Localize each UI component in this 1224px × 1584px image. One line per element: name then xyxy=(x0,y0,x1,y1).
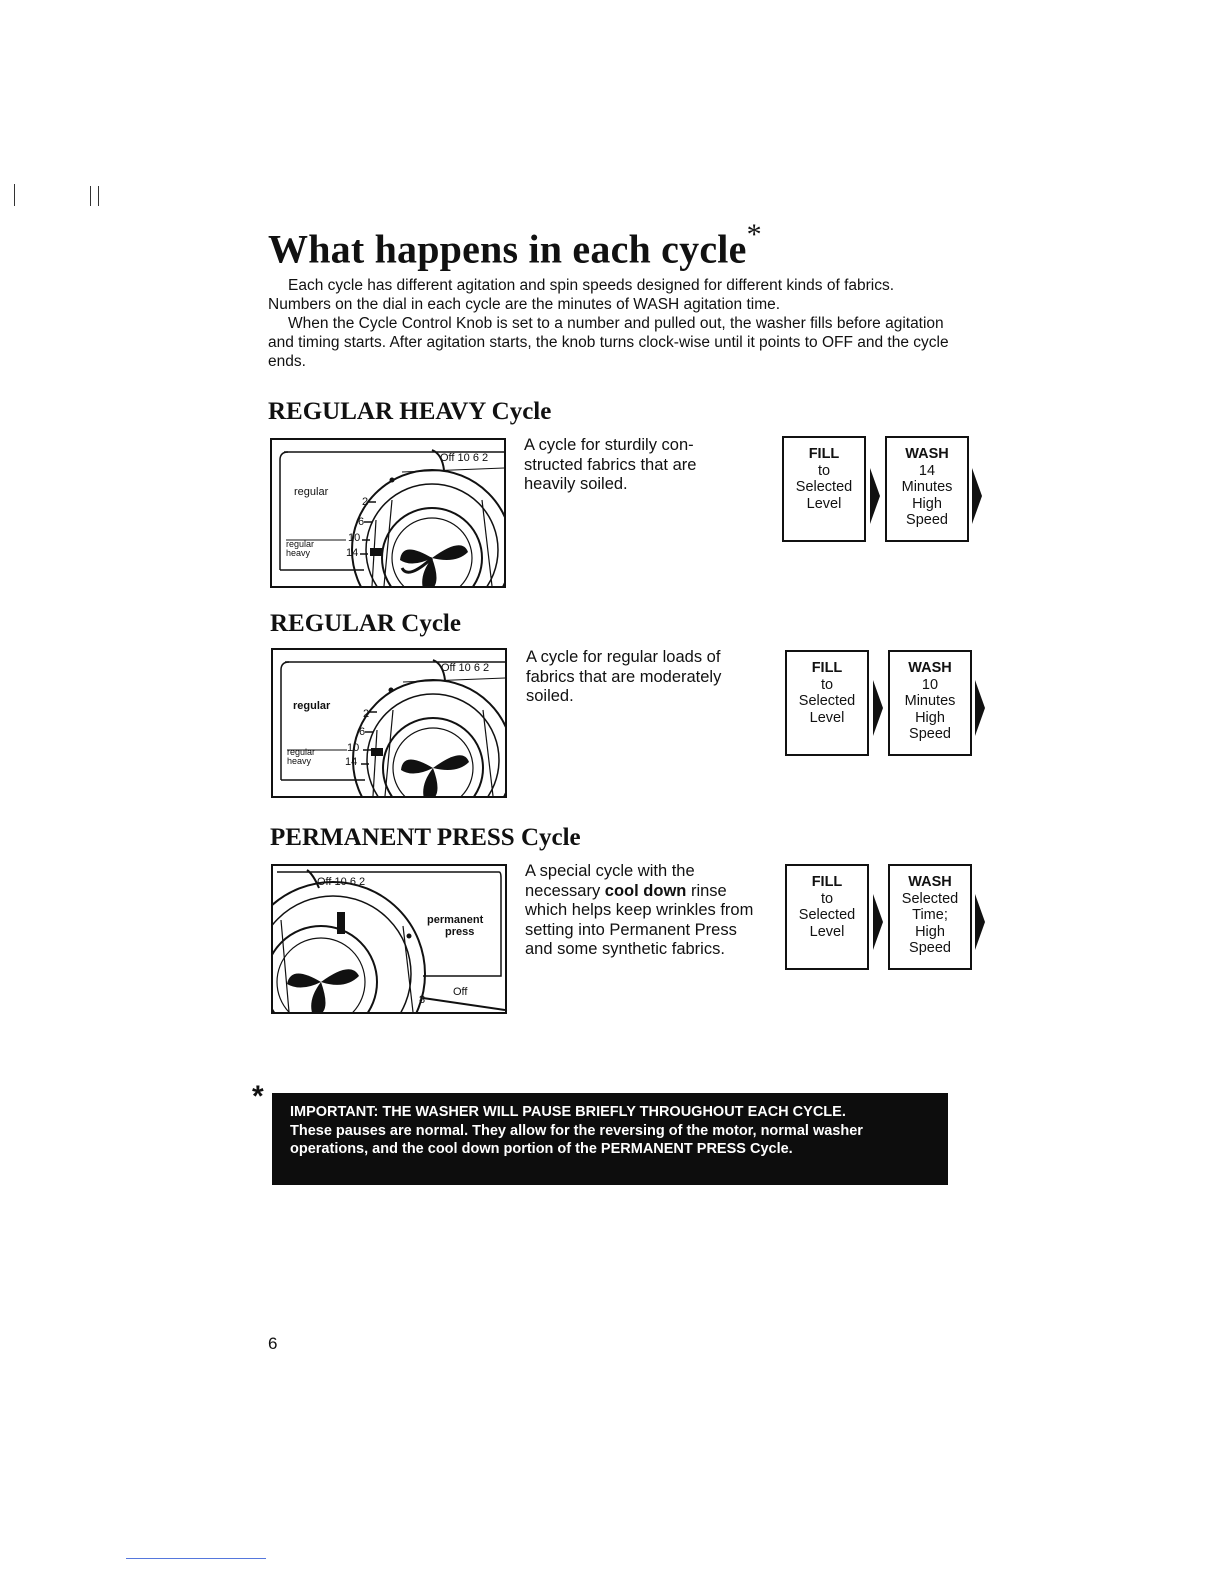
wash-box: WASH 10 Minutes High Speed xyxy=(888,650,972,756)
notice-body: These pauses are normal. They allow for the reversing of the motor, normal washer operations, and the cool down portion of the PERMANENT PRESS Cycle. xyxy=(290,1122,863,1157)
wash-box: WASH 14 Minutes High Speed xyxy=(885,436,969,542)
scan-edge-mark xyxy=(98,186,99,206)
fill-box: FILL to Selected Level xyxy=(785,650,869,756)
cycle-flow-regular xyxy=(785,650,985,760)
intro-paragraph-2: When the Cycle Control Knob is set to a number and pulled out, the washer fills before agitation and timing starts. After agitation starts, the knob turns clock-wise until it points to OFF and the cycle ends. xyxy=(268,315,949,370)
dial-top-numbers: Off 10 6 2 xyxy=(441,662,490,674)
flow-arrow-icon xyxy=(974,892,986,952)
flow-arrow-icon xyxy=(872,678,884,738)
flow-arrow-icon xyxy=(869,466,881,526)
dial-scale-2: 2 xyxy=(363,708,370,720)
dial-top-numbers: Off 10 6 2 xyxy=(317,876,366,888)
section-title-permanent-press: PERMANENT PRESS Cycle xyxy=(270,824,581,851)
section-title-regular: REGULAR Cycle xyxy=(270,610,461,637)
scan-edge-mark xyxy=(14,184,15,206)
dial-label-press: press xyxy=(445,926,475,938)
dial-scale-14: 14 xyxy=(346,547,359,559)
scan-edge-mark xyxy=(90,186,91,206)
notice-asterisk: * xyxy=(252,1080,264,1113)
dial-scale-14: 14 xyxy=(345,756,358,768)
cycle-description-regular-heavy: A cycle for sturdily con-structed fabrics that are heavily soiled. xyxy=(524,436,697,493)
dial-label-regular-heavy: regular heavy xyxy=(286,539,315,558)
wash-box: WASH Selected Time; High Speed xyxy=(888,864,972,970)
cycle-description-permanent-press: A special cycle with the necessary cool down rinse which helps keep wrinkles from setting into Permanent Press and some synthetic fabrics. xyxy=(525,862,754,958)
dial-label-8: 8 xyxy=(419,994,426,1006)
dial-label-regular: regular xyxy=(294,486,329,498)
dial-illustration-regular xyxy=(271,648,507,798)
dial-label-off: Off xyxy=(453,986,468,998)
flow-arrow-icon xyxy=(974,678,986,738)
flow-arrow-icon xyxy=(971,466,983,526)
dial-label-permanent: permanent xyxy=(427,914,484,926)
title-asterisk: * xyxy=(746,218,762,251)
bottom-rule xyxy=(126,1558,266,1559)
important-notice xyxy=(272,1093,948,1185)
cycle-description-regular: A cycle for regular loads of fabrics that are moderately soiled. xyxy=(526,648,722,705)
fill-box: FILL to Selected Level xyxy=(785,864,869,970)
cycle-flow-permanent-press xyxy=(785,864,985,974)
dial-scale-10: 10 xyxy=(347,742,360,754)
dial-illustration-permanent-press xyxy=(271,864,507,1014)
page-number: 6 xyxy=(268,1334,278,1353)
notice-headline: IMPORTANT: THE WASHER WILL PAUSE BRIEFLY THROUGHOUT EACH CYCLE. xyxy=(290,1104,846,1120)
dial-label-regular: regular xyxy=(293,700,331,712)
dial-label-regular-heavy: regular heavy xyxy=(287,747,316,766)
dial-scale-6: 6 xyxy=(359,726,366,738)
fill-box: FILL to Selected Level xyxy=(782,436,866,542)
section-title-regular-heavy: REGULAR HEAVY Cycle xyxy=(268,398,552,425)
flow-arrow-icon xyxy=(872,892,884,952)
dial-scale-10: 10 xyxy=(348,532,361,544)
cool-down-emphasis: cool down xyxy=(604,881,687,900)
intro-text xyxy=(268,276,958,371)
cycle-flow-regular-heavy xyxy=(782,436,982,546)
dial-top-numbers: Off 10 6 2 xyxy=(440,452,489,464)
page-title: What happens in each cycle* xyxy=(268,218,762,272)
intro-paragraph-1: Each cycle has different agitation and spin speeds designed for different kinds of fabrics. Numbers on the dial in each cycle are the minutes of WASH agitation time. xyxy=(268,277,895,313)
dial-scale-2: 2 xyxy=(362,496,369,508)
dial-scale-6: 6 xyxy=(358,516,365,528)
dial-illustration-regular-heavy xyxy=(270,438,506,588)
dial-drawing xyxy=(273,866,505,1012)
